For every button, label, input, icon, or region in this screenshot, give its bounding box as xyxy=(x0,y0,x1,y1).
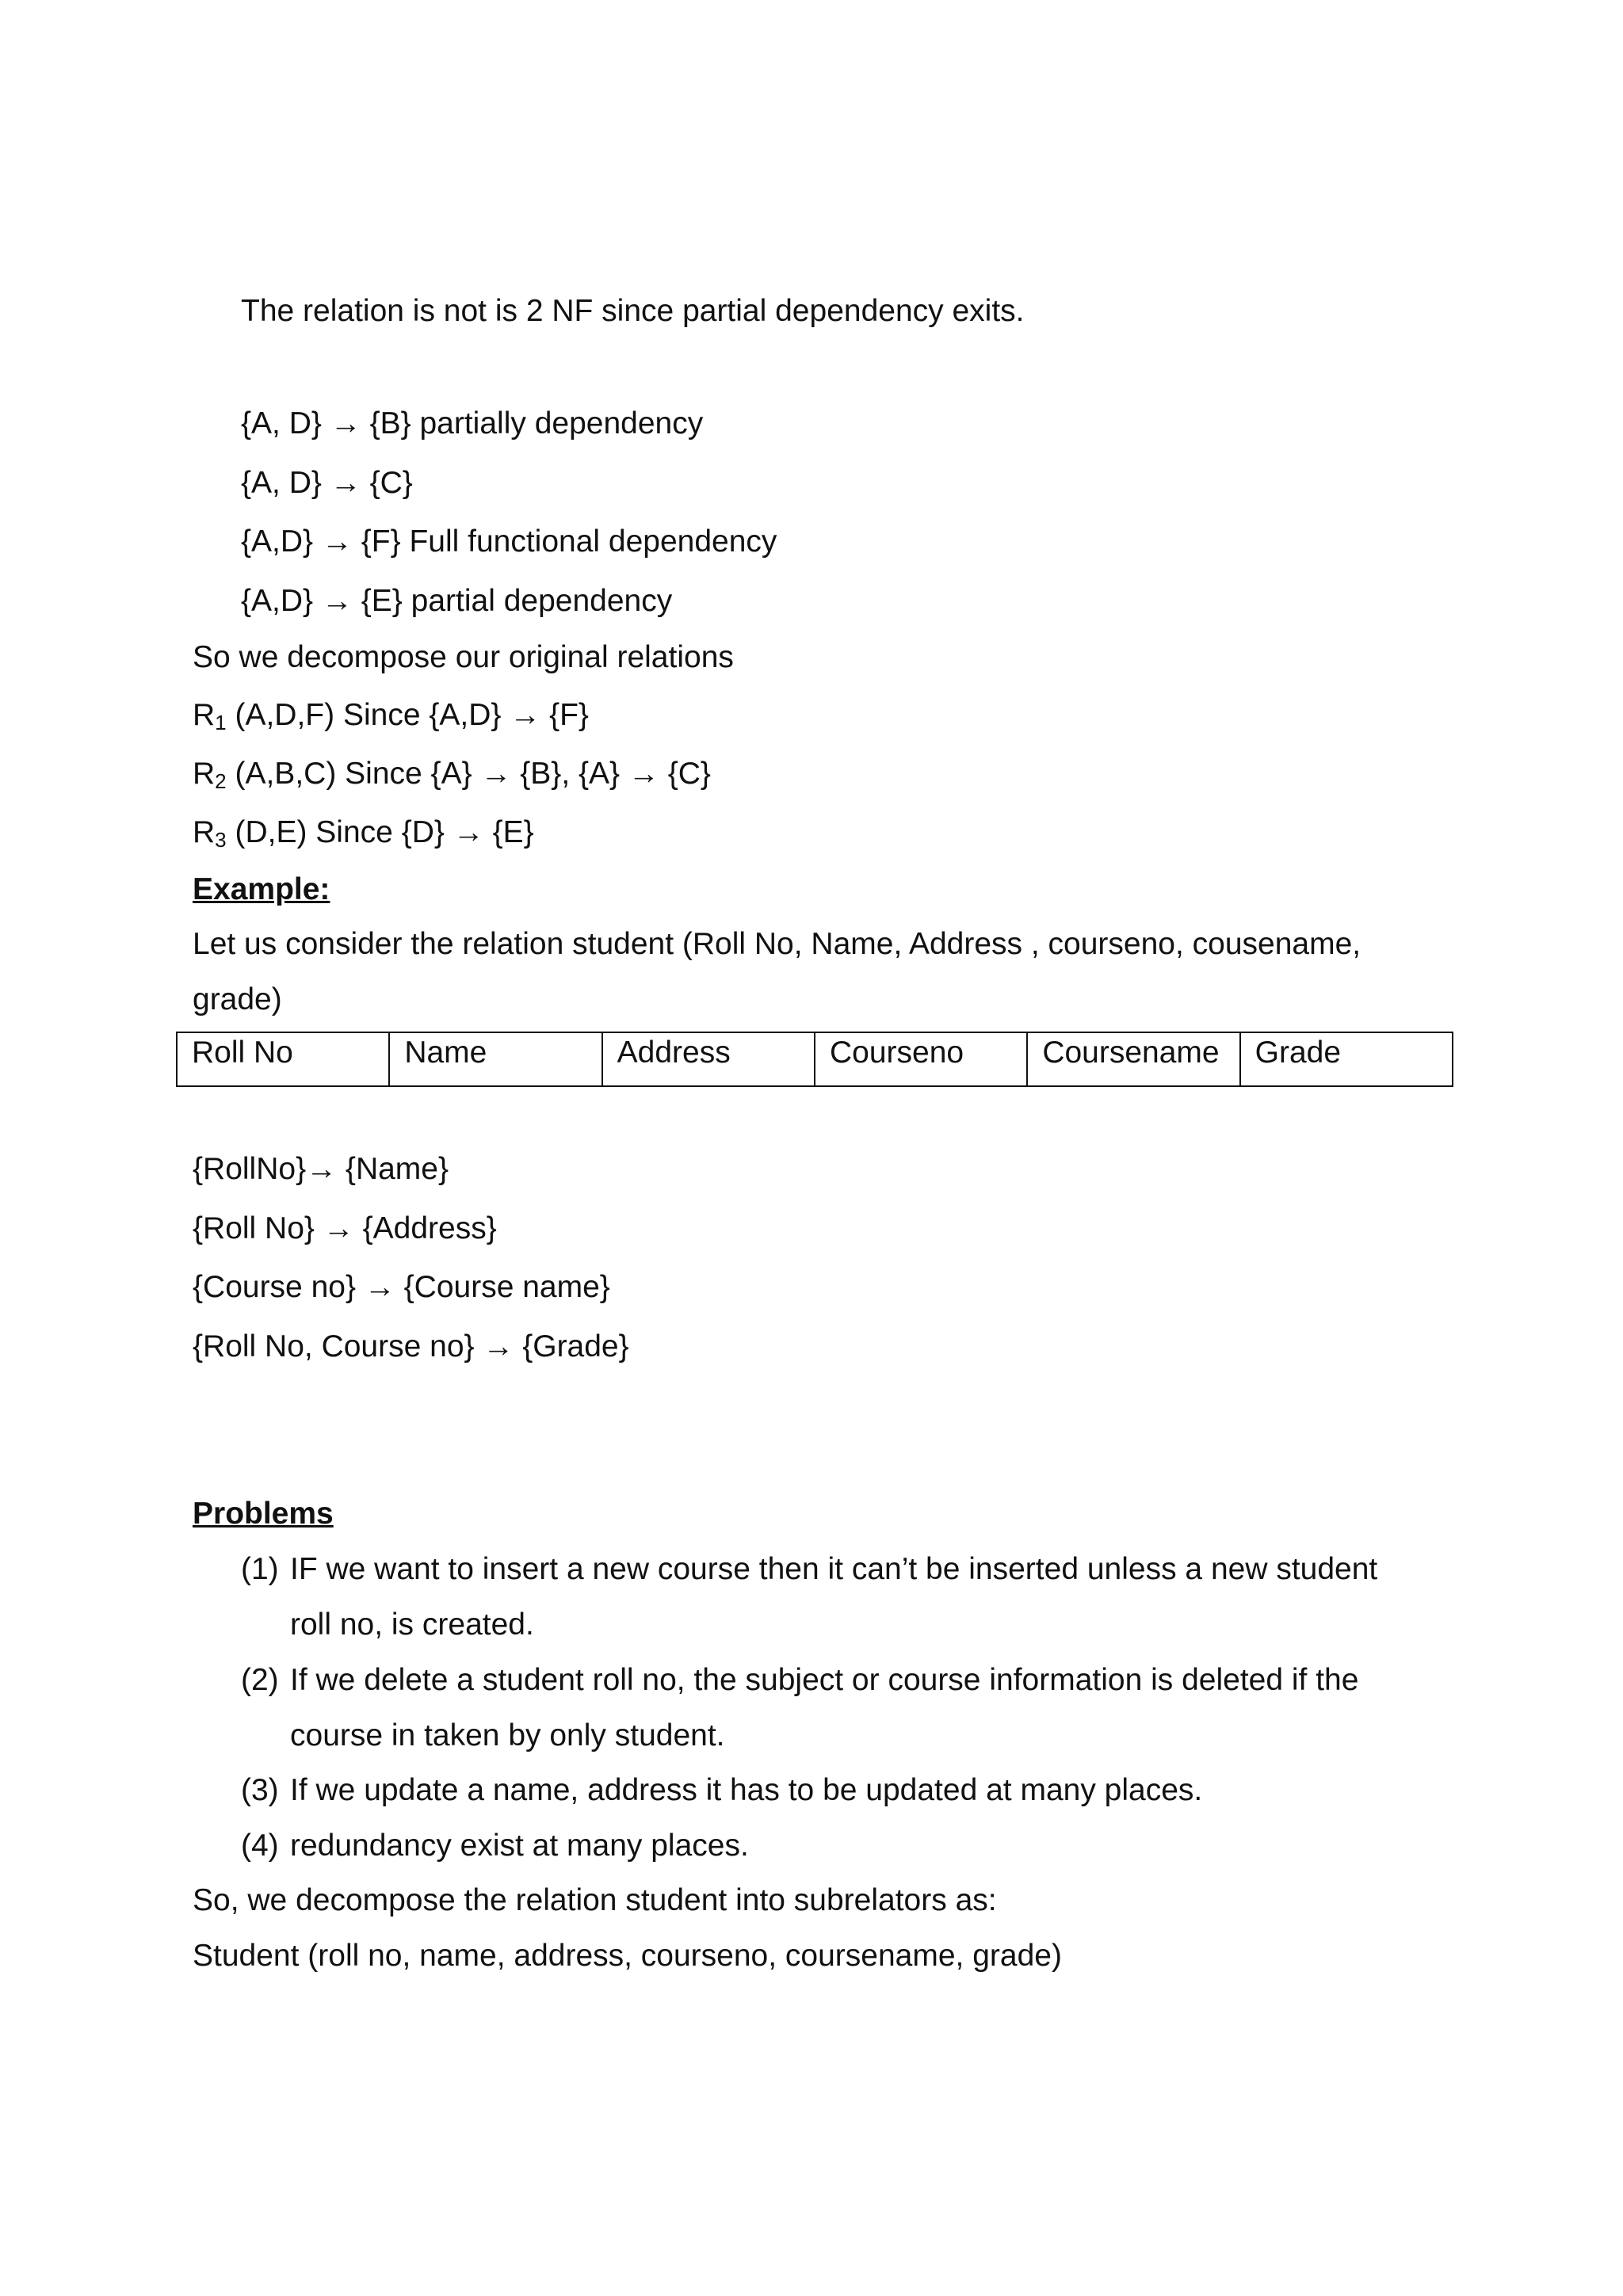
relation-subscript: 3 xyxy=(215,828,227,852)
decompose-intro: So we decompose our original relations xyxy=(193,640,734,674)
conclusion-text: So, we decompose the relation student into subrelators as: xyxy=(193,1883,997,1917)
dependency-line: {A,D} → {E} partial dependency xyxy=(241,584,673,618)
problems-heading: Problems xyxy=(193,1497,334,1531)
dependency-line: {A,D} → {F} Full functional dependency xyxy=(241,524,777,559)
relation-r2 xyxy=(193,757,711,793)
example-text: Let us consider the relation student (Roll No, Name, Address , courseno, cousename, xyxy=(193,927,1361,961)
problem-item xyxy=(241,1554,1377,1585)
dependency-line: {RollNo}→ {Name} xyxy=(193,1152,449,1186)
relation-name: R xyxy=(193,698,216,732)
dependency-line: {Course no} → {Course name} xyxy=(193,1270,610,1304)
relation-subscript: 1 xyxy=(215,711,227,734)
problem-text: redundancy exist at many places. xyxy=(290,1829,749,1863)
problem-item xyxy=(241,1665,1358,1695)
relation-text: (A,D,F) Since {A,D} → {F} xyxy=(226,698,589,732)
problem-number: (3) xyxy=(241,1773,279,1807)
problem-text: If we update a name, address it has to be updated at many places. xyxy=(290,1773,1203,1807)
table-header-cell: Grade xyxy=(1240,1032,1453,1086)
intro-text: The relation is not is 2 NF since partial dependency exits. xyxy=(241,294,1025,328)
problem-text: If we delete a student roll no, the subject or course information is deleted if the xyxy=(290,1663,1359,1697)
table-header-cell: Coursename xyxy=(1027,1032,1239,1086)
table-header-cell: Courseno xyxy=(815,1032,1027,1086)
student-relation: Student (roll no, name, address, courseno, coursename, grade) xyxy=(193,1939,1062,1973)
dependency-line: {A, D} → {C} xyxy=(241,466,413,500)
problem-number: (4) xyxy=(241,1829,279,1863)
problem-text-continued: roll no, is created. xyxy=(290,1608,534,1642)
student-attribute-table xyxy=(176,1032,1453,1087)
relation-r1 xyxy=(193,698,589,734)
relation-text: (D,E) Since {D} → {E} xyxy=(226,815,534,849)
table-header-cell: Address xyxy=(602,1032,815,1086)
relation-subscript: 2 xyxy=(215,769,227,793)
dependency-line: {Roll No, Course no} → {Grade} xyxy=(193,1329,629,1363)
problem-item xyxy=(241,1775,1202,1806)
relation-name: R xyxy=(193,815,216,849)
relation-text: (A,B,C) Since {A} → {B}, {A} → {C} xyxy=(226,757,711,791)
example-heading: Example: xyxy=(193,872,330,906)
problem-text: IF we want to insert a new course then it can’t be inserted unless a new student xyxy=(290,1552,1378,1586)
problem-item xyxy=(241,1830,749,1861)
dependency-line: {A, D} → {B} partially dependency xyxy=(241,406,704,441)
table-header-cell: Roll No xyxy=(177,1032,389,1086)
relation-name: R xyxy=(193,757,216,791)
problem-number: (2) xyxy=(241,1663,279,1697)
dependency-line: {Roll No} → {Address} xyxy=(193,1211,497,1245)
problem-text-continued: course in taken by only student. xyxy=(290,1718,725,1753)
table-header-cell: Name xyxy=(389,1032,601,1086)
table-row xyxy=(177,1032,1453,1086)
problem-number: (1) xyxy=(241,1552,279,1586)
example-text-continued: grade) xyxy=(193,982,282,1016)
relation-r3 xyxy=(193,815,534,852)
